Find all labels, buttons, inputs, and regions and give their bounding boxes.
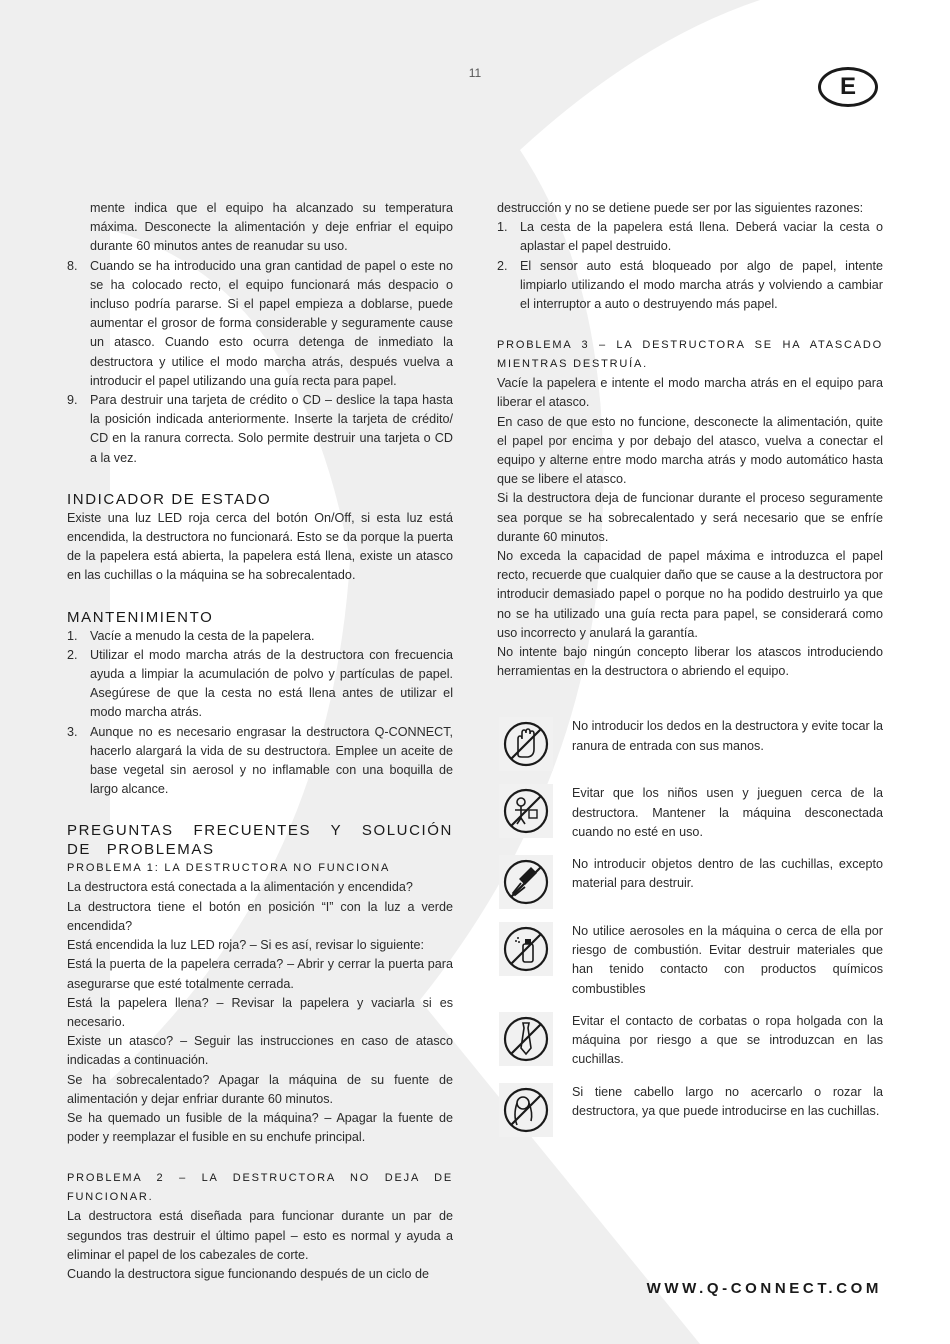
no-objects-icon — [499, 855, 553, 909]
problem2-line: La destructora está diseñada para funcionar durante un par de segundos tras destruir el último papel – esto es normal y ayuda a eliminar el papel de los cabezales de corte. — [67, 1209, 453, 1262]
list-item — [497, 218, 883, 256]
problem2-line: Cuando la destructora sigue funcionando después de un ciclo de — [67, 1266, 429, 1281]
problem1-line: Se ha sobrecalentado? Apagar la máquina de su fuente de alimentación y dejar enfriar durante 60 minutos. — [67, 1072, 453, 1106]
problem3-heading: PROBLEMA 3 – LA DESTRUCTORA SE HA ATASCADO MIENTRAS DESTRUÍA. — [497, 339, 883, 371]
status-text: Existe una luz LED roja cerca del botón On/Off, si esta luz está encendida, la destructora no funcionará. Esto se da porque la puerta de la papelera está abierta, la papelera está llena, existe un atasco en las cuchillas o la máquina se ha sobrecalentado. — [67, 510, 453, 583]
problem1-line: Está la papelera llena? – Revisar la papelera y vaciarla si es necesario. — [67, 995, 453, 1029]
warning-row — [497, 855, 883, 909]
warning-text: No introducir los dedos en la destructora y evite tocar la ranura de entrada con sus manos. — [572, 719, 883, 753]
list-item — [497, 257, 883, 315]
problem2-heading: PROBLEMA 2 – LA DESTRUCTORA NO DEJA DE FUNCIONAR. — [67, 1172, 453, 1204]
list-text: El sensor auto está bloqueado por algo de papel, intente limpiarlo utilizando el modo marcha atrás y volviendo a cambiar el interruptor a auto o destruyendo más papel. — [520, 258, 883, 312]
warning-row — [497, 784, 883, 842]
problem3-paragraph: No exceda la capacidad de papel máxima e introduzca el papel recto, recuerde que cualquier daño que se cause a la destructora por introducir demasiado papel o porque no ha podido destruirlo ya que no se ha utilizado una guía recta para papel, se considerará como uso incorrecto y anulará la garantía. — [497, 549, 883, 640]
no-children-icon — [499, 784, 553, 838]
list-number: 8. — [67, 258, 78, 273]
warning-row — [497, 717, 883, 771]
safety-warnings — [497, 717, 883, 1136]
status-heading: INDICADOR DE ESTADO — [67, 490, 272, 508]
continuation-text: destrucción y no se detiene puede ser por las siguientes razones: — [497, 201, 864, 215]
problem3-paragraph: Vacíe la papelera e intente el modo marcha atrás en el equipo para liberar el atasco. — [497, 376, 883, 410]
warning-row — [497, 1012, 883, 1070]
page-number: 11 — [468, 66, 482, 80]
problem1-line: Está la puerta de la papelera cerrada? – Abrir y cerrar la puerta para asegurarse que esté totalmente cerrada. — [67, 957, 453, 991]
list-text: Para destruir una tarjeta de crédito o CD – deslice la tapa hasta la posición indicada anteriormente. Inserte la tarjeta de crédito/ CD en la ranura correcta. Solo permite destruir una tarjeta o CD a la vez. — [90, 393, 453, 465]
list-text: Aunque no es necesario engrasar la destructora Q-CONNECT, hacerlo alargará la vida de su destructora. Emplee un aceite de base vegetal sin aerosol y no inflamable con una boquilla de largo alcance. — [90, 724, 453, 797]
warning-row — [497, 1083, 883, 1137]
maintenance-list — [67, 627, 453, 800]
list-number: 3. — [67, 724, 78, 739]
no-hands-icon — [499, 717, 553, 771]
warning-text: No introducir objetos dentro de las cuchillas, excepto material para destruir. — [572, 857, 883, 891]
list-number: 1. — [497, 220, 508, 235]
warning-text: Evitar el contacto de corbatas o ropa holgada con la máquina por riesgo a que se introduzcan en las cuchillas. — [572, 1013, 883, 1067]
list-number: 9. — [67, 393, 78, 408]
list-number: 2. — [497, 258, 508, 273]
problem1-line: La destructora tiene el botón en posición “I” con la luz a verde encendida? — [67, 899, 453, 933]
language-badge: E — [818, 67, 878, 107]
website-url: WWW.Q-CONNECT.COM — [646, 1280, 882, 1297]
list-item — [67, 627, 453, 646]
warning-text: Evitar que los niños usen y jueguen cerca de la destructora. Mantener la máquina desconectada cuando no esté en uso. — [572, 786, 883, 839]
problem1-line: Se ha quemado un fusible de la máquina? – Apagar la fuente de poder y reemplazar el fusible en su enchufe principal. — [67, 1110, 453, 1145]
left-column — [67, 199, 453, 1284]
list-number: 2. — [67, 647, 78, 662]
no-aerosol-icon — [499, 922, 553, 976]
no-long-hair-icon — [499, 1083, 553, 1137]
list-text: La cesta de la papelera está llena. Deberá vaciar la cesta o aplastar el papel destruido. — [520, 220, 883, 254]
list-text: Vacíe a menudo la cesta de la papelera. — [90, 628, 315, 643]
right-column — [497, 199, 883, 1150]
reasons-list — [497, 218, 883, 314]
list-item — [67, 257, 453, 391]
intro-continuation: mente indica que el equipo ha alcanzado su temperatura máxima. Desconecte la alimentación y deje enfriar el equipo durante 60 minutos antes de reanudar su uso. — [90, 201, 453, 254]
list-item — [67, 391, 453, 468]
faq-heading: PREGUNTAS FRECUENTES Y SOLUCIÓN DE PROBLEMAS — [67, 822, 453, 859]
problem1-line: Existe un atasco? – Seguir las instrucciones en caso de atasco indicadas a continuación. — [67, 1034, 453, 1068]
warning-text: No utilice aerosoles en la máquina o cerca de ella por riesgo de combustión. Evitar destruir materiales que han tenido contacto con productos químicos combustibles — [572, 924, 883, 996]
list-number: 1. — [67, 628, 78, 643]
problem3-paragraph: Si la destructora deja de funcionar durante el proceso seguramente sea porque se ha sobrecalentado y será necesario que se enfríe durante 60 minutos. — [497, 491, 883, 544]
list-text: Utilizar el modo marcha atrás de la destructora con frecuencia ayuda a limpiar la acumulación de polvo y partículas de papel. Asegúrese de que la cesta no está llena antes de utilizar el modo marcha atrás. — [90, 647, 453, 720]
warning-text: Si tiene cabello largo no acercarlo o rozar la destructora, ya que puede introducirse en las cuchillas. — [572, 1084, 883, 1118]
problem3-paragraph: En caso de que esto no funcione, desconecte la alimentación, quite el papel por encima y por debajo del atasco, vuelva a conectar el equipo y alterne entre modo marcha atrás y modo automático hasta que se libere el atasco. — [497, 414, 883, 487]
list-item — [67, 646, 453, 723]
problem1-line: La destructora está conectada a la alimentación y encendida? — [67, 880, 413, 895]
list-item — [67, 723, 453, 800]
warning-row — [497, 922, 883, 999]
problem1-heading: PROBLEMA 1: LA DESTRUCTORA NO FUNCIONA — [67, 862, 391, 875]
maintenance-heading: MANTENIMIENTO — [67, 608, 214, 626]
continued-list — [67, 257, 453, 468]
problem1-line: Está encendida la luz LED roja? – Si es así, revisar lo siguiente: — [67, 938, 425, 953]
problem3-paragraph: No intente bajo ningún concepto liberar los atascos introduciendo herramientas en la destructora o abriendo el equipo. — [497, 645, 883, 679]
no-tie-icon — [499, 1012, 553, 1066]
list-text: Cuando se ha introducido una gran cantidad de papel o este no se ha colocado recto, el equipo funcionará más despacio o incluso podría pararse. Si el papel empieza a doblarse, puede aumentar el grosor de forma considerable y seguramente cause un atasco. Cuando esto ocurra detenga de inmediato la destructora y utilice el modo marcha atrás, después vuelva a introducir el papel utilizando una guía recta para papel. — [90, 258, 453, 388]
